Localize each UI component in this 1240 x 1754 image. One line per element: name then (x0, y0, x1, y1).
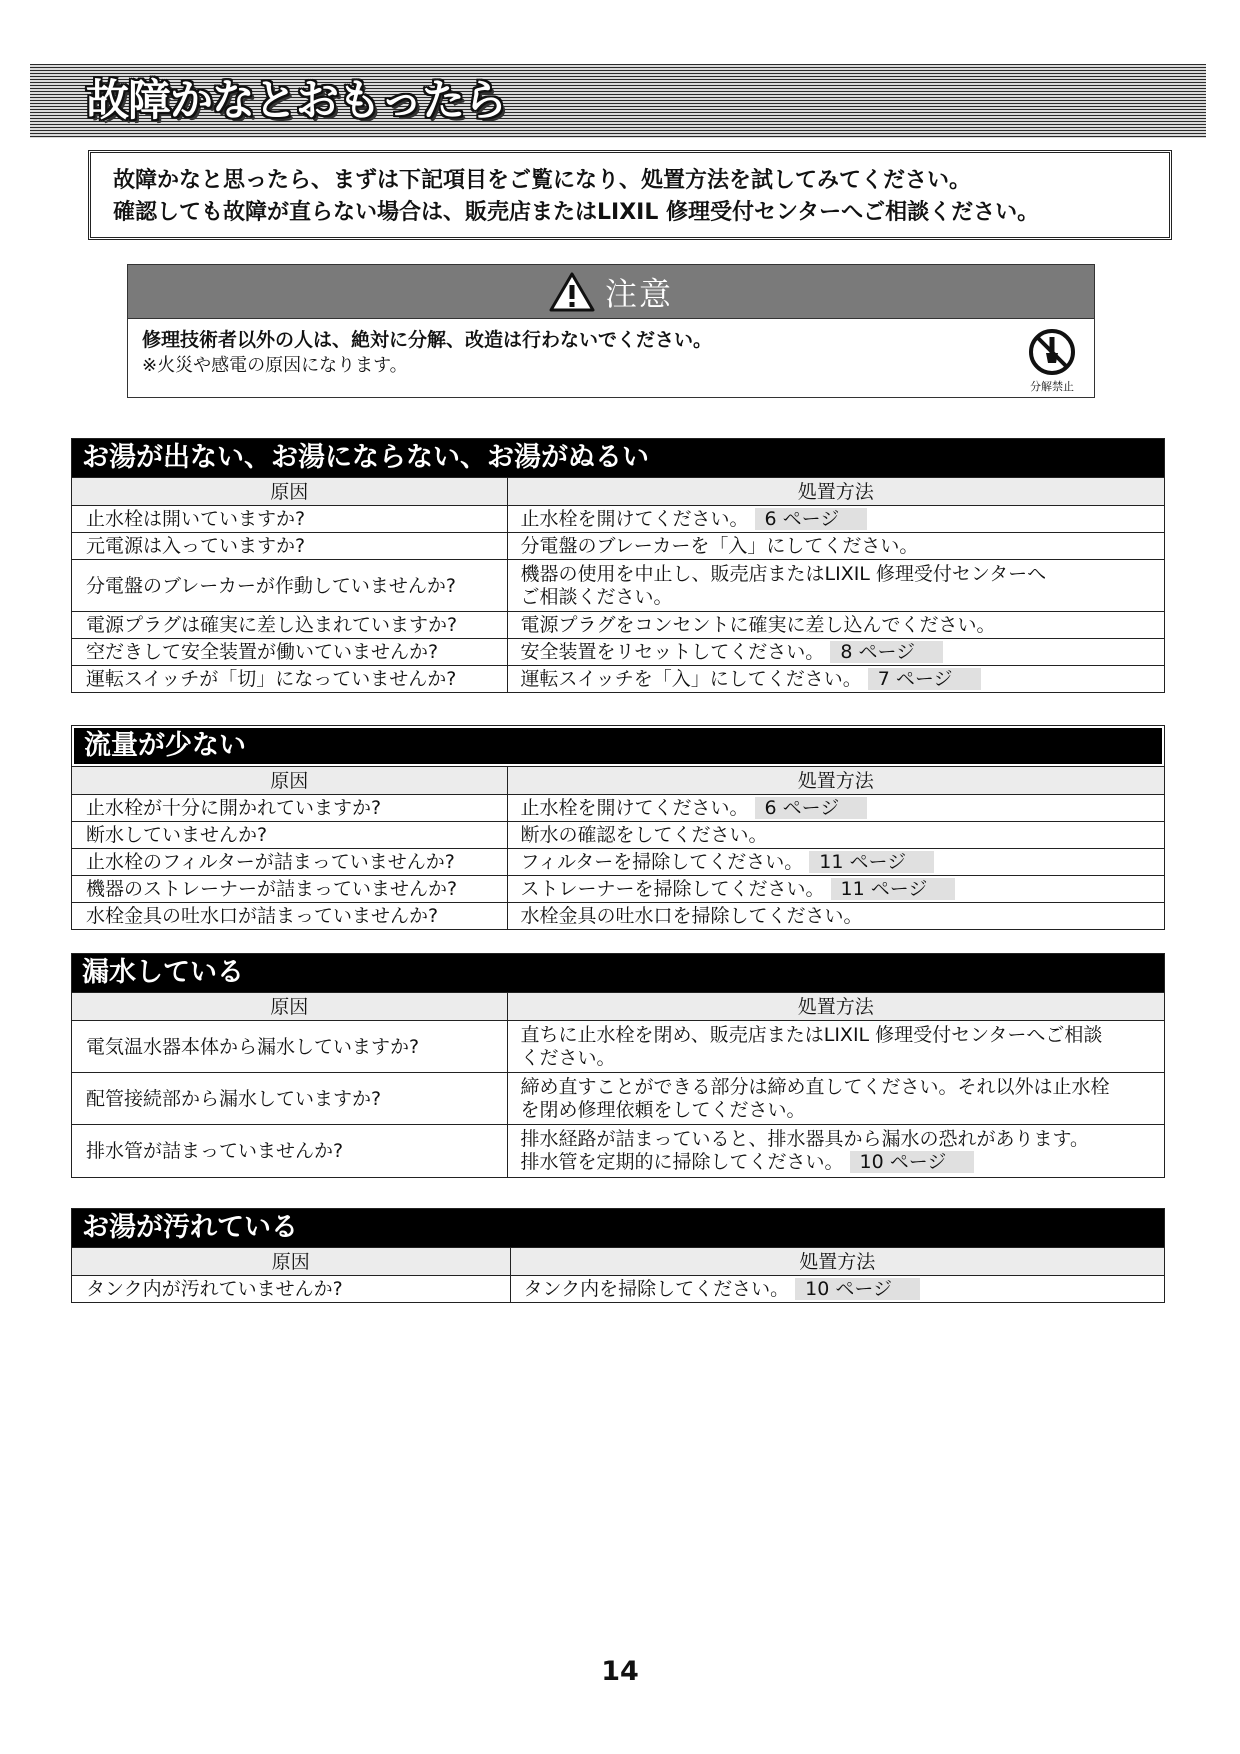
remedy-line (521, 1024, 1155, 1047)
cause-cell: 止水栓のフィルターが詰まっていませんか? (72, 849, 507, 876)
remedy-cell (507, 560, 1164, 612)
intro-box (88, 150, 1172, 240)
remedy-line (521, 668, 1155, 691)
caution-note: ※火災や感電の原因になります。 (142, 355, 408, 376)
table-row (72, 1021, 1164, 1073)
section-title: お湯が汚れている (72, 1209, 1164, 1247)
table-header-row (72, 1248, 1164, 1276)
page-reference-link[interactable]: 11 ページ (831, 878, 956, 900)
remedy-text: タンク内を掃除してください。 (523, 1278, 790, 1300)
cause-cell: 元電源は入っていますか? (72, 533, 507, 560)
remedy-line (521, 824, 1155, 847)
remedy-line (521, 508, 1155, 531)
section-title: 漏水している (72, 954, 1164, 992)
table-row (72, 612, 1164, 639)
remedy-text: 水栓金具の吐水口を掃除してください。 (520, 905, 863, 927)
cause-cell: 配管接続部から漏水していますか? (72, 1073, 507, 1125)
troubleshooting-table (72, 992, 1164, 1177)
remedy-text: ください。 (520, 1047, 616, 1069)
remedy-text: 安全装置をリセットしてください。 (520, 641, 825, 663)
troubleshooting-table (72, 1247, 1164, 1302)
section-4 (71, 1208, 1165, 1303)
cause-cell: 分電盤のブレーカーが作動していませんか? (72, 560, 507, 612)
remedy-cell (507, 1021, 1164, 1073)
remedy-cell (507, 876, 1164, 903)
section-1 (71, 438, 1165, 693)
cause-cell: 排水管が詰まっていませんか? (72, 1125, 507, 1177)
caution-header (128, 265, 1094, 319)
remedy-line (521, 1128, 1155, 1151)
remedy-line (521, 563, 1155, 586)
page-title: 故障かなとおもったら (86, 76, 506, 126)
page-reference-link[interactable]: 7 ページ (868, 668, 981, 690)
column-header-remedy: 処置方法 (510, 1248, 1164, 1276)
remedy-cell (507, 666, 1164, 693)
remedy-text: 締め直すことができる部分は締め直してください。それ以外は止水栓 (520, 1076, 1110, 1098)
remedy-line (521, 878, 1155, 901)
column-header-remedy: 処置方法 (507, 993, 1164, 1021)
no-disassembly-label: 分解禁止 (1030, 380, 1074, 393)
page-reference-link[interactable]: 10 ページ (850, 1151, 975, 1173)
remedy-text: 断水の確認をしてください。 (520, 824, 768, 846)
intro-line-2: 確認しても故障が直らない場合は、販売店またはLIXIL 修理受付センターへご相談ください。 (113, 200, 1040, 225)
remedy-text: 電源プラグをコンセントに確実に差し込んでください。 (520, 614, 996, 636)
remedy-text: ストレーナーを掃除してください。 (520, 878, 825, 900)
page-number: 14 (601, 1656, 639, 1687)
remedy-text: 運転スイッチを「入」にしてください。 (520, 668, 862, 690)
table-row (72, 1125, 1164, 1177)
remedy-line (521, 641, 1155, 664)
remedy-line (521, 1076, 1155, 1099)
section-2 (71, 725, 1165, 930)
cause-cell: 断水していませんか? (72, 822, 507, 849)
cause-cell: 止水栓は開いていますか? (72, 506, 507, 533)
caution-body (128, 319, 1094, 393)
remedy-line (521, 1047, 1155, 1070)
caution-title: 注意 (604, 274, 673, 313)
remedy-line (521, 1099, 1155, 1122)
remedy-line (521, 586, 1155, 609)
table-row (72, 876, 1164, 903)
remedy-text: 直ちに止水栓を閉め、販売店またはLIXIL 修理受付センターへご相談 (520, 1024, 1103, 1046)
remedy-cell (507, 903, 1164, 930)
remedy-cell (507, 533, 1164, 560)
remedy-line (521, 851, 1155, 874)
table-row (72, 1073, 1164, 1125)
cause-cell: 電気温水器本体から漏水していますか? (72, 1021, 507, 1073)
remedy-cell (507, 506, 1164, 533)
cause-cell: 水栓金具の吐水口が詰まっていませんか? (72, 903, 507, 930)
remedy-text: 分電盤のブレーカーを「入」にしてください。 (520, 535, 919, 557)
table-header-row (72, 993, 1164, 1021)
page-reference-link[interactable]: 8 ページ (830, 641, 943, 663)
troubleshooting-table (72, 477, 1164, 692)
remedy-cell (507, 795, 1164, 822)
page-reference-link[interactable]: 6 ページ (755, 508, 868, 530)
remedy-cell (507, 1073, 1164, 1125)
page-reference-link[interactable]: 6 ページ (755, 797, 868, 819)
remedy-cell (507, 1125, 1164, 1177)
column-header-remedy: 処置方法 (507, 767, 1164, 795)
caution-main-text: 修理技術者以外の人は、絶対に分解、改造は行わないでください。 (142, 329, 713, 351)
remedy-cell (507, 639, 1164, 666)
remedy-cell (507, 612, 1164, 639)
cause-cell: 運転スイッチが「切」になっていませんか? (72, 666, 507, 693)
remedy-text: 止水栓を開けてください。 (520, 797, 749, 819)
page-reference-link[interactable]: 11 ページ (809, 851, 934, 873)
section-title: お湯が出ない、お湯にならない、お湯がぬるい (72, 439, 1164, 477)
table-header-row (72, 478, 1164, 506)
remedy-text: 止水栓を開けてください。 (520, 508, 749, 530)
cause-cell: タンク内が汚れていませんか? (72, 1276, 510, 1303)
table-row (72, 560, 1164, 612)
table-row (72, 533, 1164, 560)
remedy-line (524, 1278, 1155, 1301)
table-row (72, 666, 1164, 693)
table-row (72, 1276, 1164, 1303)
remedy-cell (507, 822, 1164, 849)
remedy-cell (507, 849, 1164, 876)
column-header-remedy: 処置方法 (507, 478, 1164, 506)
remedy-text: 機器の使用を中止し、販売店またはLIXIL 修理受付センターへ (520, 563, 1047, 585)
no-disassembly-icon (1027, 327, 1077, 377)
table-row (72, 903, 1164, 930)
remedy-line (521, 535, 1155, 558)
column-header-cause: 原因 (72, 478, 507, 506)
remedy-text: ご相談ください。 (520, 586, 673, 608)
troubleshooting-table (72, 766, 1164, 929)
remedy-line (521, 905, 1155, 928)
remedy-text: 排水経路が詰まっていると、排水器具から漏水の恐れがあります。 (520, 1128, 1089, 1151)
remedy-line (521, 614, 1155, 637)
page-reference-link[interactable]: 10 ページ (795, 1278, 920, 1300)
column-header-cause: 原因 (72, 1248, 510, 1276)
cause-cell: 電源プラグは確実に差し込まれていますか? (72, 612, 507, 639)
title-banner (30, 64, 1206, 138)
remedy-text: 排水管を定期的に掃除してください。 (520, 1151, 844, 1174)
remedy-text: を閉め修理依頼をしてください。 (520, 1099, 806, 1121)
intro-line-1: 故障かなと思ったら、まずは下記項目をご覧になり、処置方法を試してみてください。 (113, 168, 972, 193)
caution-box (127, 264, 1095, 398)
warning-icon (549, 272, 595, 312)
cause-cell: 空だきして安全装置が働いていませんか? (72, 639, 507, 666)
column-header-cause: 原因 (72, 767, 507, 795)
table-header-row (72, 767, 1164, 795)
table-row (72, 795, 1164, 822)
remedy-line (521, 797, 1155, 820)
table-row (72, 639, 1164, 666)
column-header-cause: 原因 (72, 993, 507, 1021)
table-row (72, 822, 1164, 849)
remedy-line (521, 1151, 1155, 1174)
table-row (72, 849, 1164, 876)
section-3 (71, 953, 1165, 1178)
cause-cell: 止水栓が十分に開かれていますか? (72, 795, 507, 822)
disassembly-prohibited (1024, 327, 1080, 393)
cause-cell: 機器のストレーナーが詰まっていませんか? (72, 876, 507, 903)
table-row (72, 506, 1164, 533)
remedy-text: フィルターを掃除してください。 (520, 851, 804, 873)
section-title: 流量が少ない (74, 728, 1162, 764)
remedy-cell (510, 1276, 1164, 1303)
